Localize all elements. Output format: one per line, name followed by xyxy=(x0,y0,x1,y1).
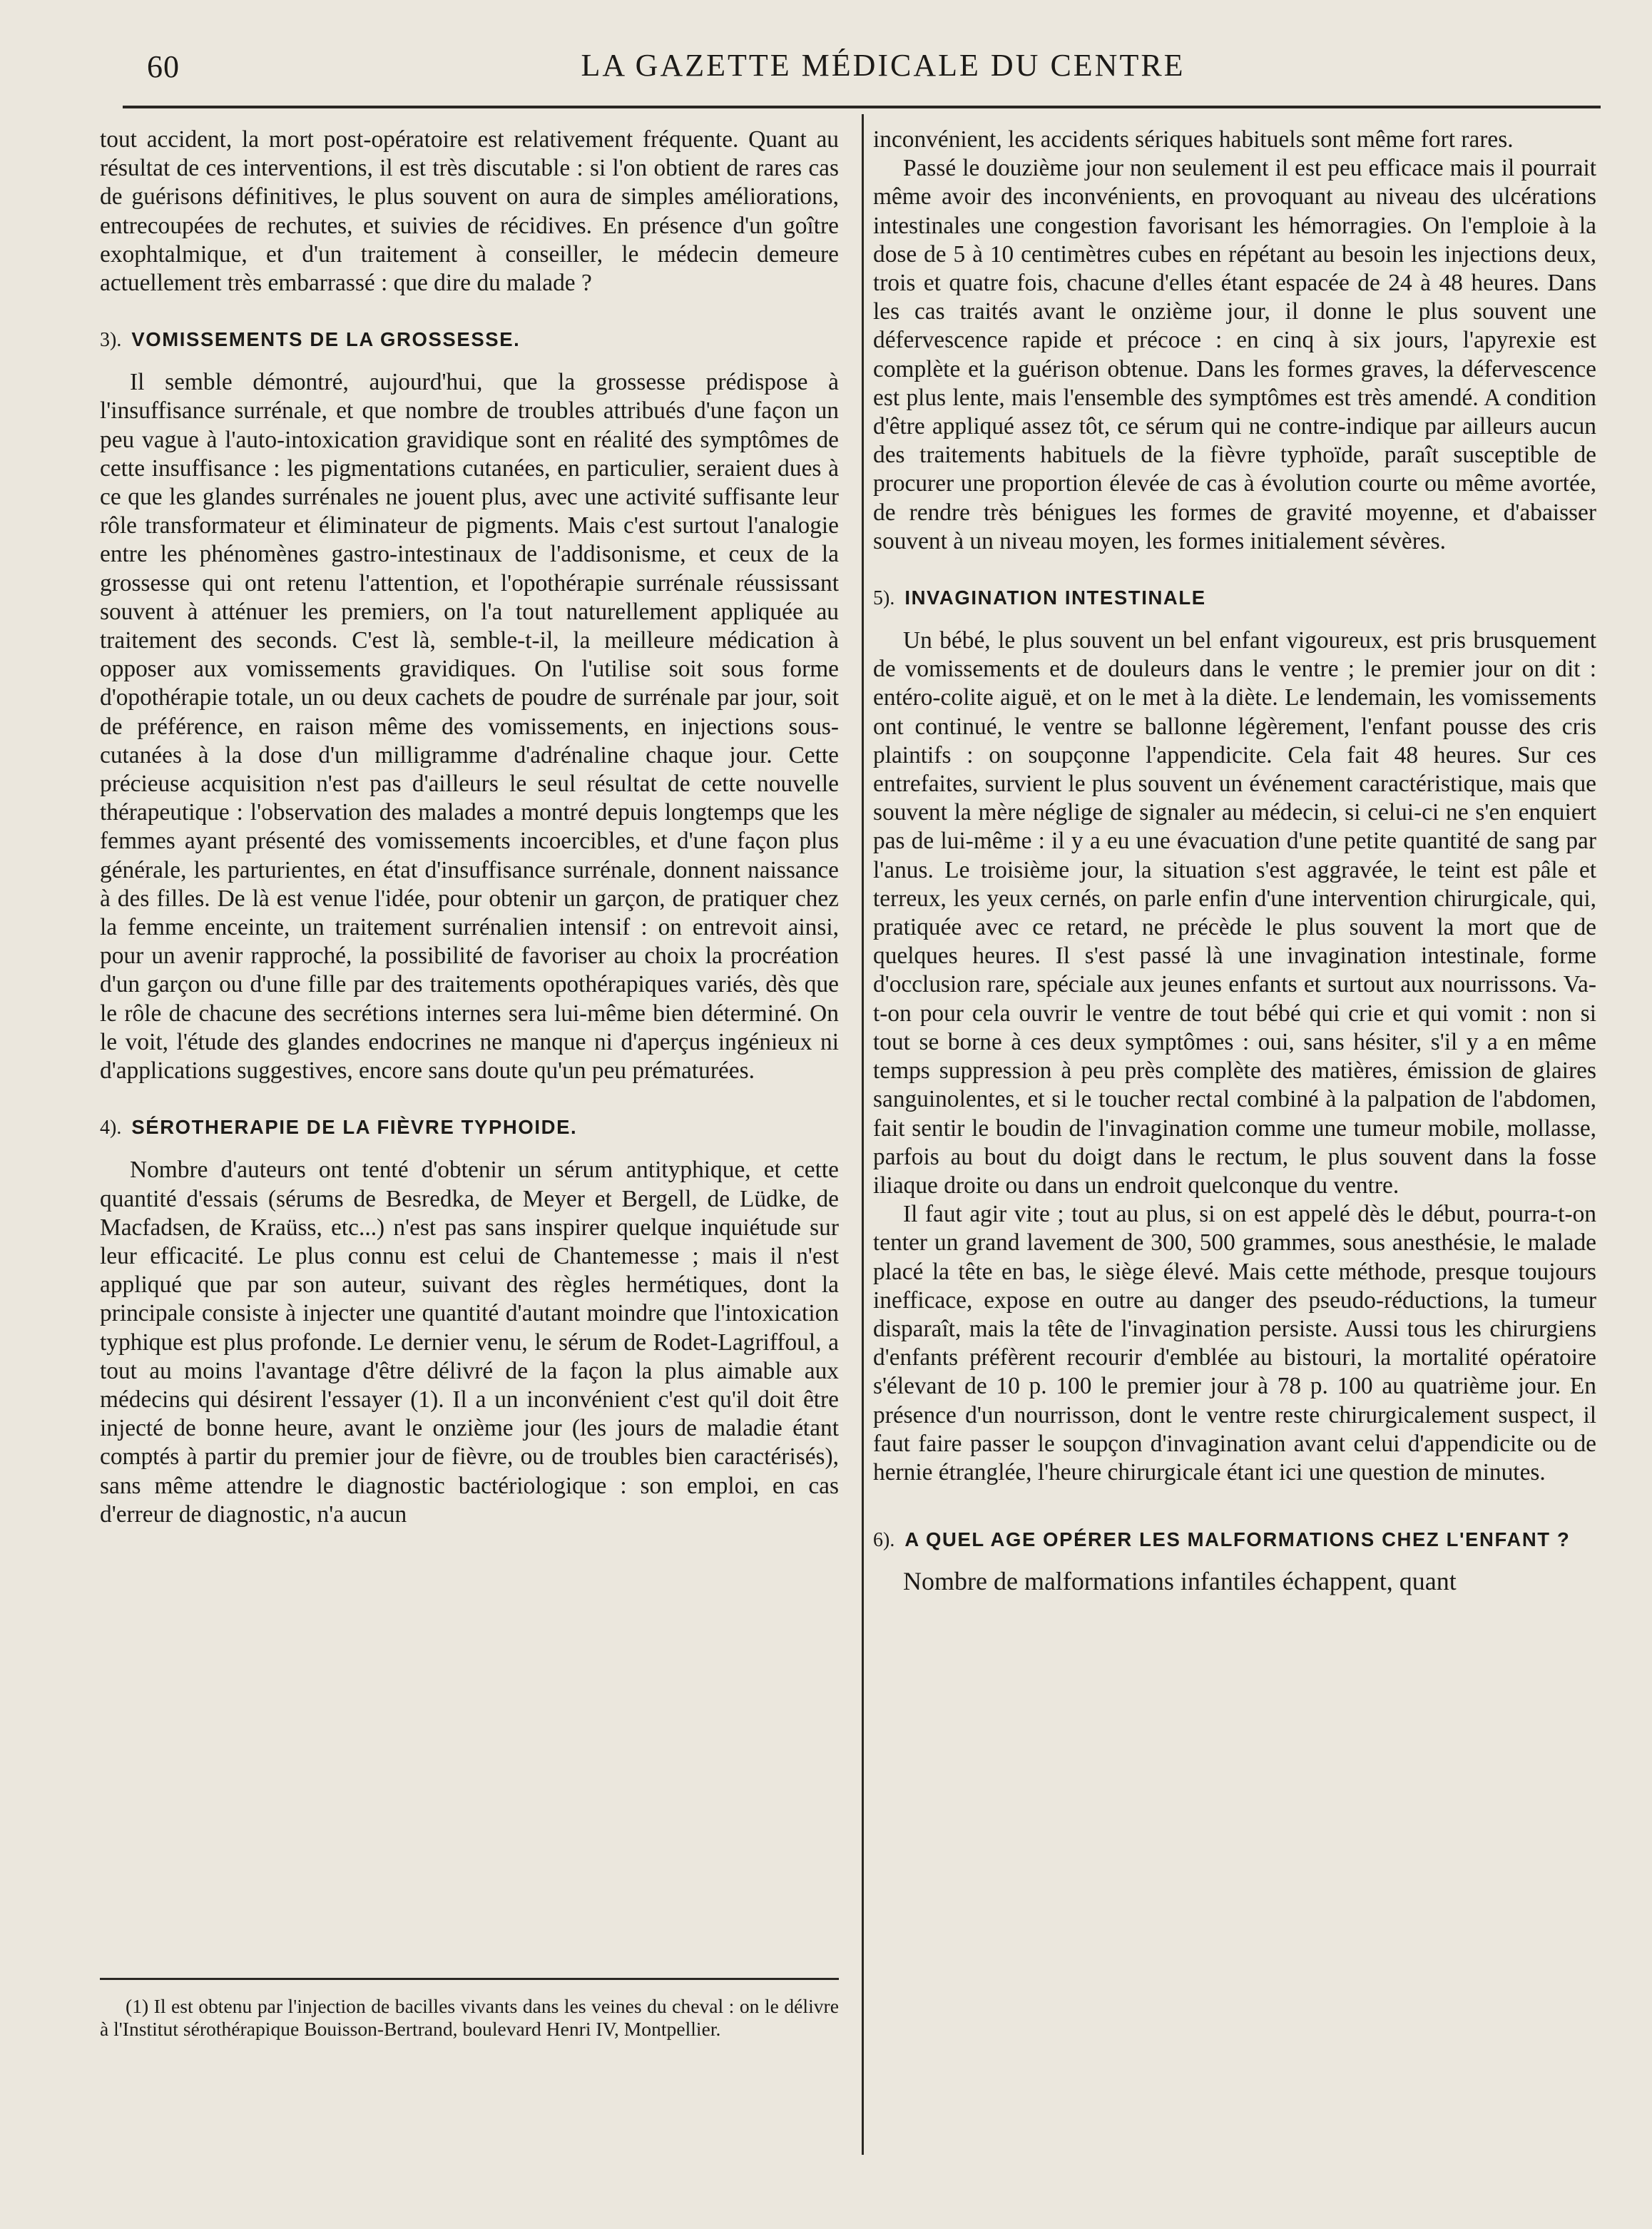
section-4-number: 4). xyxy=(100,1117,122,1139)
section-6-paragraph: Nombre de malformations infantiles échappent, quant xyxy=(903,1567,1457,1596)
section-5-number: 5). xyxy=(873,587,895,610)
continuation-paragraph: inconvénient, les accidents sériques habituels sont même fort rares. xyxy=(873,126,1514,153)
page-header xyxy=(0,0,1652,100)
section-5-title: INVAGINATION INTESTINALE xyxy=(904,587,1206,609)
section-3-title: VOMISSEMENTS DE LA GROSSESSE. xyxy=(131,328,521,351)
intro-paragraph: tout accident, la mort post-opératoire est relativement fréquente. Quant au résultat de ces interventions, il est très discutable : si l'on obtient de rares cas de guérisons définitives, le plus souvent on aura de simples améliorations, entrecoupées de rechutes, et suivies de récidives. En présence d'un goître exophtalmique, et d'un traitement à conseiller, le médecin demeure actuellement très embarrassé : que dire du malade ? xyxy=(100,126,839,297)
section-4-title: SÉROTHERAPIE DE LA FIÈVRE TYPHOIDE. xyxy=(131,1116,578,1139)
section-3-number: 3). xyxy=(100,329,122,352)
continuation-paragraph-2: Passé le douzième jour non seulement il est peu efficace mais il pourrait même avoir des inconvénients, en provoquant au niveau des ulcérations intestinales une congestion favorisant les hémorragies. On l'emploie à la dose de 5 à 10 centimètres cubes en répétant au besoin les injections deux, trois et quatre fois, chacune d'elles étant espacée de 24 à 48 heures. Dans les cas traités avant le onzième jour, il donne le plus souvent une défervescence rapide et précoce : en cinq à six jours, l'apyrexie est complète et la guérison obtenue. Dans les formes graves, la défervescence est plus lente, mais l'ensemble des symptômes est très amendé. A condition d'être appliqué assez tôt, ce sérum qui ne contre-indique par ailleurs aucun des traitements habituels de la fièvre typhoïde, paraît susceptible de procurer une proportion élevée de cas à évolution courte ou même avortée, de rendre très bénigues les formes de gravité moyenne, et d'abaisser souvent à un niveau moyen, les formes initialement sévères. xyxy=(873,155,1596,554)
footnote-rule xyxy=(100,1978,839,1980)
section-4-heading xyxy=(100,1114,839,1142)
section-6-number: 6). xyxy=(873,1529,895,1552)
section-5-paragraph-2: Il faut agir vite ; tout au plus, si on est appelé dès le début, pourra-t-on tenter un grand lavement de 300, 500 grammes, sous anesthésie, le malade placé la tête en bas, le siège élevé. Mais cette méthode, presque toujours inefficace, expose en outre au danger des pseudo-réductions, la tumeur disparaît, mais la tête de l'invagination persiste. Aussi tous les chirurgiens d'enfants préfèrent recourir d'emblée au bistouri, la mortalité opératoire s'élevant de 10 p. 100 le premier jour à 78 p. 100 au quatrième jour. En présence d'un nourrisson, dont le ventre reste chirurgicalement suspect, il faut faire passer le soupçon d'invagination avant celui d'appendicite ou de hernie étranglée, l'heure chirurgicale étant ici une question de minutes. xyxy=(873,1201,1596,1486)
left-column xyxy=(100,126,839,1529)
footnote: (1) Il est obtenu par l'injection de bacilles vivants dans les veines du cheval : on le délivre à l'Institut sérothérapique Bouisson-Bertrand, boulevard Henri IV, Montpellier. xyxy=(100,1995,839,2041)
column-divider xyxy=(862,114,864,2155)
journal-title: LA GAZETTE MÉDICALE DU CENTRE xyxy=(581,48,1186,83)
section-6-title: A QUEL AGE OPÉRER LES MALFORMATIONS CHEZ L'ENFANT ? xyxy=(904,1528,1571,1551)
section-3-paragraph: Il semble démontré, aujourd'hui, que la grossesse prédispose à l'insuffisance surrénale, et que nombre de troubles attribués d'une façon un peu vague à l'auto-intoxication gravidique sont en réalité des symptômes de cette insuffisance : les pigmentations cutanées, en particulier, seraient dues à ce que les glandes surrénales ne jouent plus, avec une activité suffisante leur rôle transformateur et éliminateur de pigments. Mais c'est surtout l'analogie entre les phénomènes gastro-intestinaux de l'addisonisme, et ceux de la grossesse qui ont retenu l'attention, et l'opothérapie surrénale réussissant souvent à atténuer les premiers, on l'a tout naturellement appliquée au traitement des seconds. C'est là, semble-t-il, la meilleure médication à opposer aux vomissements gravidiques. On l'utilise soit sous forme d'opothérapie totale, un ou deux cachets de poudre de surrénale par jour, soit de préférence, en raison même des vomissements, en injections sous-cutanées à la dose d'un milligramme d'adrénaline chaque jour. Cette précieuse acquisition n'est pas d'ailleurs le seul résultat de cette nouvelle thérapeutique : l'observation des malades a montré depuis longtemps que les femmes ayant présenté des vomissements incoercibles, et d'une façon plus générale, les parturientes, en état d'insuffisance surrénale, donnent naissance à des filles. De là est venue l'idée, pour obtenir un garçon, de pratiquer chez la femme enceinte, un traitement surrénalien intensif : on entrevoit ainsi, pour un avenir rapproché, la possibilité de favoriser au choix la procréation d'un garçon ou d'une fille par des traitements opothérapiques variés, dès que le rôle de chacune des secrétions internes sera lui-même bien déterminé. On le voit, l'étude des glandes endocrines ne manque ni d'aperçus ingénieux ni d'applications suggestives, encore sans doute qu'un peu prématurées. xyxy=(100,369,839,1085)
page-number: 60 xyxy=(147,49,180,84)
section-6-heading xyxy=(873,1528,1596,1552)
section-5-paragraph-1: Un bébé, le plus souvent un bel enfant vigoureux, est pris brusquement de vomissements et de douleurs dans le ventre ; le premier jour on dit : entéro-colite aiguë, et on le met à la diète. Le lendemain, les vomissements ont continué, le ventre se ballonne légèrement, l'enfant pousse des cris plaintifs : on soupçonne l'appendicite. Cela fait 48 heures. Sur ces entrefaites, survient le plus souvent un événement caractéristique, mais que souvent la mère néglige de signaler au médecin, si celui-ci ne s'en enquiert pas de lui-même : il y a eu une évacuation d'une petite quantité de sang par l'anus. Le troisième jour, la situation s'est aggravée, le teint est pâle et terreux, les yeux cernés, on parle enfin d'une intervention chirurgicale, qui, pratiquée avec ce retard, ne précède le plus souvent la mort que de quelques heures. Il s'est passé là une invagination intestinale, forme d'occlusion rare, spéciale aux jeunes enfants et surtout aux nourrissons. Va-t-on pour cela ouvrir le ventre de tout bébé qui crie et qui vomit : non si tout se borne à ces deux symptômes : oui, sans hésiter, s'il y a en même temps suppression à peu près complète des matières, émission de glaires sanguinolentes, et si le toucher rectal combiné à la palpation de l'abdomen, fait sentir le boudin de l'invagination comme une tumeur mobile, mollasse, parfois au bout du doigt dans le rectum, le plus souvent dans la fosse iliaque droite ou dans un endroit quelconque du ventre. xyxy=(873,627,1596,1199)
section-5-heading xyxy=(873,584,1596,612)
header-rule xyxy=(123,106,1601,108)
section-4-paragraph: Nombre d'auteurs ont tenté d'obtenir un sérum antityphique, et cette quantité d'essais (sérums de Besredka, de Meyer et Bergell, de Lüdke, de Macfadsen, de Kraüss, etc...) n'est pas sans inspirer quelque inquiétude sur leur efficacité. Le plus connu est celui de Chantemesse ; mais il n'est appliqué que par son auteur, suivant des règles hermétiques, dont la principale consiste à injecter une quantité d'autant moindre que l'intoxication typhique est plus profonde. Le dernier venu, le sérum de Rodet-Lagriffoul, a tout au moins l'avantage d'être délivré de la façon la plus aimable aux médecins qui désirent l'essayer (1). Il a un inconvénient c'est qu'il doit être injecté de bonne heure, avant le onzième jour (les jours de maladie étant comptés à partir du premier jour de fièvre, ou de troubles bien caractérisés), sans même attendre le diagnostic bactériologique : son emploi, en cas d'erreur de diagnostic, n'a aucun xyxy=(100,1157,839,1528)
section-3-heading xyxy=(100,326,839,354)
right-column xyxy=(873,126,1596,1596)
